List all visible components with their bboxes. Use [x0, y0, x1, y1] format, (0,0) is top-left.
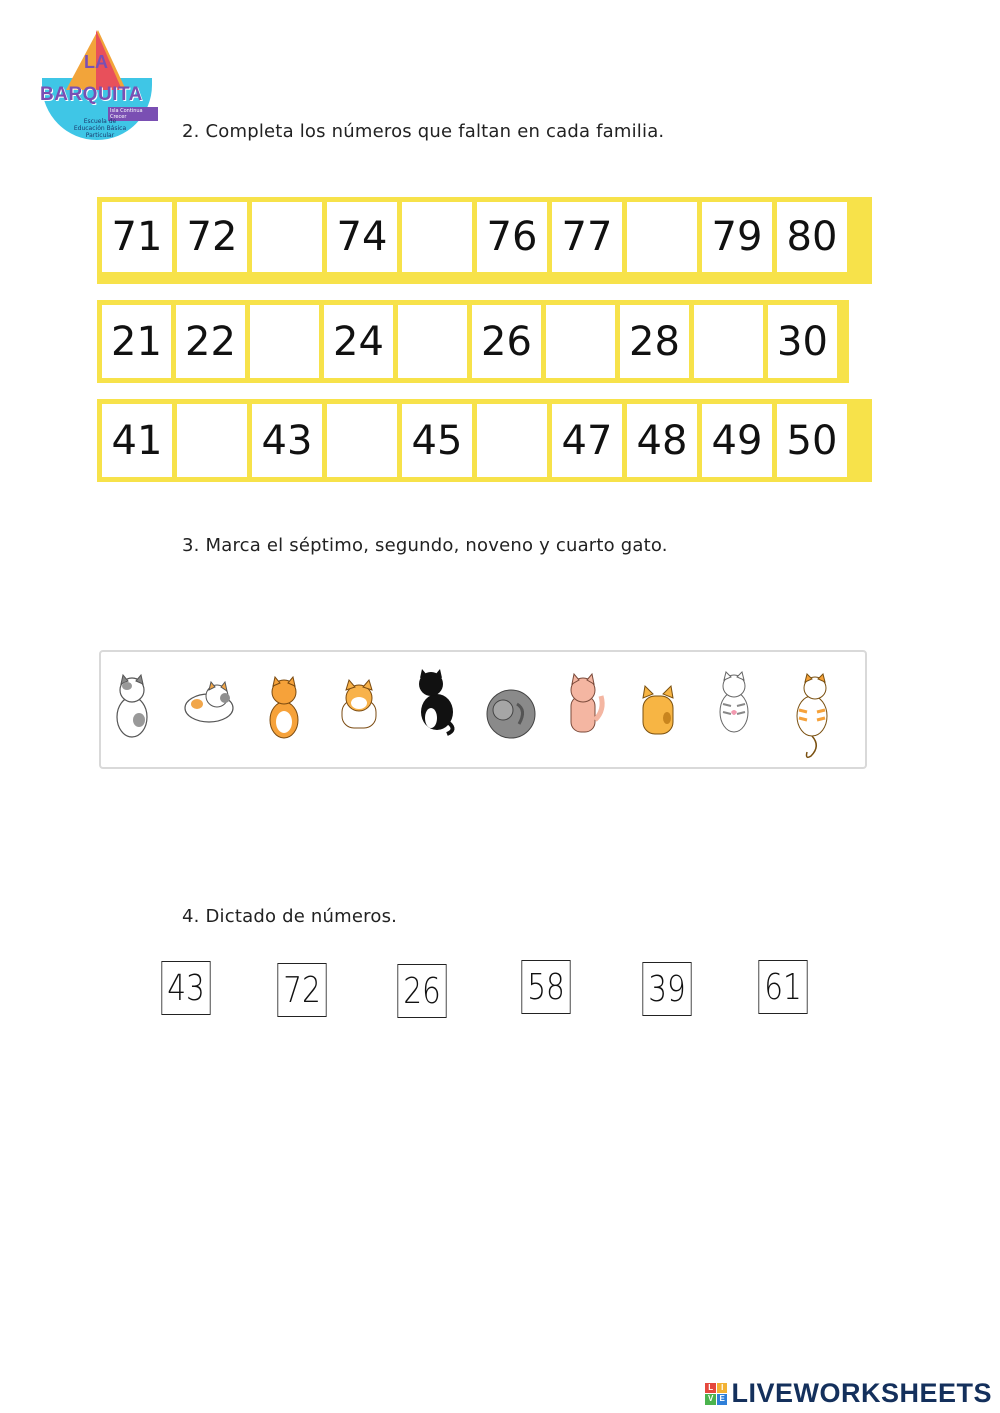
number-cell: 49 — [702, 404, 772, 477]
number-cell: 74 — [327, 202, 397, 272]
number-cell: 50 — [777, 404, 847, 477]
orange-white-cat-icon[interactable] — [334, 676, 384, 746]
number-cell: 41 — [102, 404, 172, 477]
orange-sitting-cat-icon[interactable] — [259, 674, 309, 744]
liveworksheets-brand — [705, 1378, 992, 1409]
blank-cell[interactable] — [327, 404, 397, 477]
blank-cell[interactable] — [627, 202, 697, 272]
number-cell: 22 — [176, 305, 245, 378]
blank-cell[interactable] — [402, 202, 472, 272]
blank-cell[interactable] — [398, 305, 467, 378]
black-cat-icon[interactable] — [409, 668, 459, 738]
dictation-number-box: 39 — [642, 962, 691, 1016]
cats-strip — [99, 650, 867, 769]
number-cell: 43 — [252, 404, 322, 477]
white-orange-striped-cat-icon[interactable] — [787, 672, 837, 762]
number-family-row-2 — [97, 300, 849, 383]
blank-cell[interactable] — [546, 305, 615, 378]
brand-text: LIVEWORKSHEETS — [731, 1378, 992, 1408]
logo-tag: Isla Continua Crecer — [108, 107, 158, 121]
number-cell: 80 — [777, 202, 847, 272]
yellow-cat-icon[interactable] — [633, 674, 683, 744]
number-cell: 45 — [402, 404, 472, 477]
white-gray-cat-icon[interactable] — [107, 672, 157, 742]
dictation-number-box: 43 — [161, 961, 210, 1015]
blank-cell[interactable] — [477, 404, 547, 477]
logo-line1: LA — [84, 52, 108, 72]
school-logo — [38, 28, 158, 148]
brand-mark-letter: I — [717, 1383, 728, 1394]
number-cell: 28 — [620, 305, 689, 378]
blank-cell[interactable] — [694, 305, 763, 378]
brand-mark-letter: V — [705, 1394, 716, 1405]
blank-cell[interactable] — [252, 202, 322, 272]
question-2-text: 2. Completa los números que faltan en cada familia. — [182, 121, 665, 142]
white-striped-cat-icon[interactable] — [709, 668, 759, 738]
dictation-number-box: 72 — [277, 963, 326, 1017]
number-cell: 71 — [102, 202, 172, 272]
gray-curled-cat-icon[interactable] — [483, 680, 539, 750]
number-family-row-3 — [97, 399, 872, 482]
brand-mark-icon — [705, 1383, 727, 1405]
number-cell: 30 — [768, 305, 837, 378]
number-cell: 26 — [472, 305, 541, 378]
number-cell: 47 — [552, 404, 622, 477]
number-cell: 24 — [324, 305, 393, 378]
dictation-number-box: 61 — [758, 960, 807, 1014]
blank-cell[interactable] — [177, 404, 247, 477]
blank-cell[interactable] — [250, 305, 319, 378]
number-cell: 77 — [552, 202, 622, 272]
brand-mark-letter: L — [705, 1383, 716, 1394]
number-family-row-1 — [97, 197, 872, 284]
dictation-number-box: 26 — [397, 964, 446, 1018]
brand-mark-letter: E — [717, 1394, 728, 1405]
pink-cat-icon[interactable] — [559, 670, 609, 740]
calico-lying-cat-icon[interactable] — [181, 670, 237, 740]
logo-subtitle: Escuela de Educación Básica Particular — [73, 118, 127, 139]
number-cell: 79 — [702, 202, 772, 272]
logo-line2: BARQUITA — [40, 84, 143, 105]
number-cell: 76 — [477, 202, 547, 272]
number-cell: 72 — [177, 202, 247, 272]
number-cell: 48 — [627, 404, 697, 477]
question-4-text: 4. Dictado de números. — [182, 906, 398, 927]
dictation-number-box: 58 — [521, 960, 570, 1014]
question-3-text: 3. Marca el séptimo, segundo, noveno y cuarto gato. — [182, 535, 668, 556]
number-cell: 21 — [102, 305, 171, 378]
